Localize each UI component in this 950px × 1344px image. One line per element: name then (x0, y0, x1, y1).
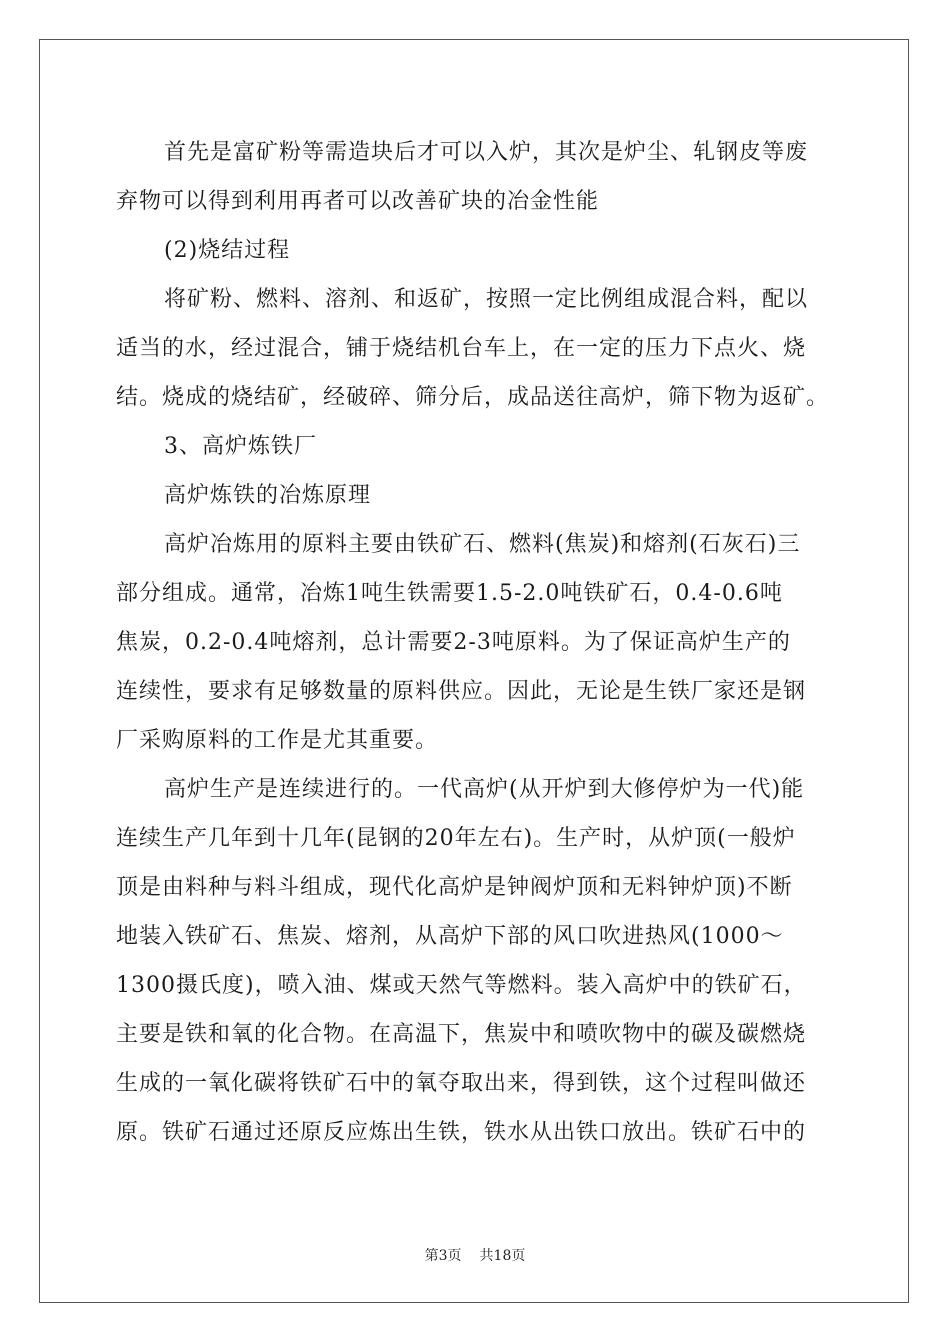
text-line: 焦炭，0.2-0.4吨熔剂，总计需要2-3吨原料。为了保证高炉生产的 (116, 630, 791, 655)
text-line: 连续生产几年到十几年(昆钢的20年左右)。生产时，从炉顶(一般炉 (116, 826, 796, 851)
text-line: 首先是富矿粉等需造块后才可以入炉，其次是炉尘、轧钢皮等废 (164, 140, 809, 165)
document-body (116, 128, 836, 1157)
text-line: 高炉生产是连续进行的。一代高炉(从开炉到大修停炉为一代)能 (164, 777, 805, 802)
text-line: 弃物可以得到利用再者可以改善矿块的冶金性能 (116, 189, 600, 214)
text-line: 原。铁矿石通过还原反应炼出生铁，铁水从出铁口放出。铁矿石中的 (116, 1120, 807, 1145)
page-footer (0, 1245, 950, 1265)
text-line: 部分组成。通常，冶炼1吨生铁需要1.5-2.0吨铁矿石，0.4-0.6吨 (116, 581, 783, 606)
text-line: 适当的水，经过混合，铺于烧结机台车上，在一定的压力下点火、烧 (116, 336, 807, 361)
subsection-heading: 高炉炼铁的冶炼原理 (164, 483, 372, 508)
text-line: 连续性，要求有足够数量的原料供应。因此，无论是生铁厂家还是钢 (116, 679, 807, 704)
text-line: 将矿粉、燃料、溶剂、和返矿，按照一定比例组成混合料，配以 (164, 287, 809, 312)
text-line: 高炉冶炼用的原料主要由铁矿石、燃料(焦炭)和熔剂(石灰石)三 (164, 532, 801, 557)
page-number: 第3页 (424, 1248, 462, 1264)
text-line: 地装入铁矿石、焦炭、熔剂，从高炉下部的风口吹进热风(1000～ (116, 924, 784, 949)
text-line: 1300摄氏度)，喷入油、煤或天然气等燃料。装入高炉中的铁矿石， (116, 973, 807, 998)
page-total: 共18页 (479, 1248, 526, 1264)
text-line: 结。烧成的烧结矿，经破碎、筛分后，成品送往高炉，筛下物为返矿。 (116, 385, 830, 410)
text-line: 顶是由料种与料斗组成，现代化高炉是钟阀炉顶和无料钟炉顶)不断 (116, 875, 793, 900)
text-line: 厂采购原料的工作是尤其重要。 (116, 728, 439, 753)
section-heading: (2)烧结过程 (164, 238, 291, 263)
text-line: 生成的一氧化碳将铁矿石中的氧夺取出来，得到铁，这个过程叫做还 (116, 1071, 807, 1096)
section-heading: 3、高炉炼铁厂 (164, 434, 317, 459)
text-line: 主要是铁和氧的化合物。在高温下，焦炭中和喷吹物中的碳及碳燃烧 (116, 1022, 807, 1047)
